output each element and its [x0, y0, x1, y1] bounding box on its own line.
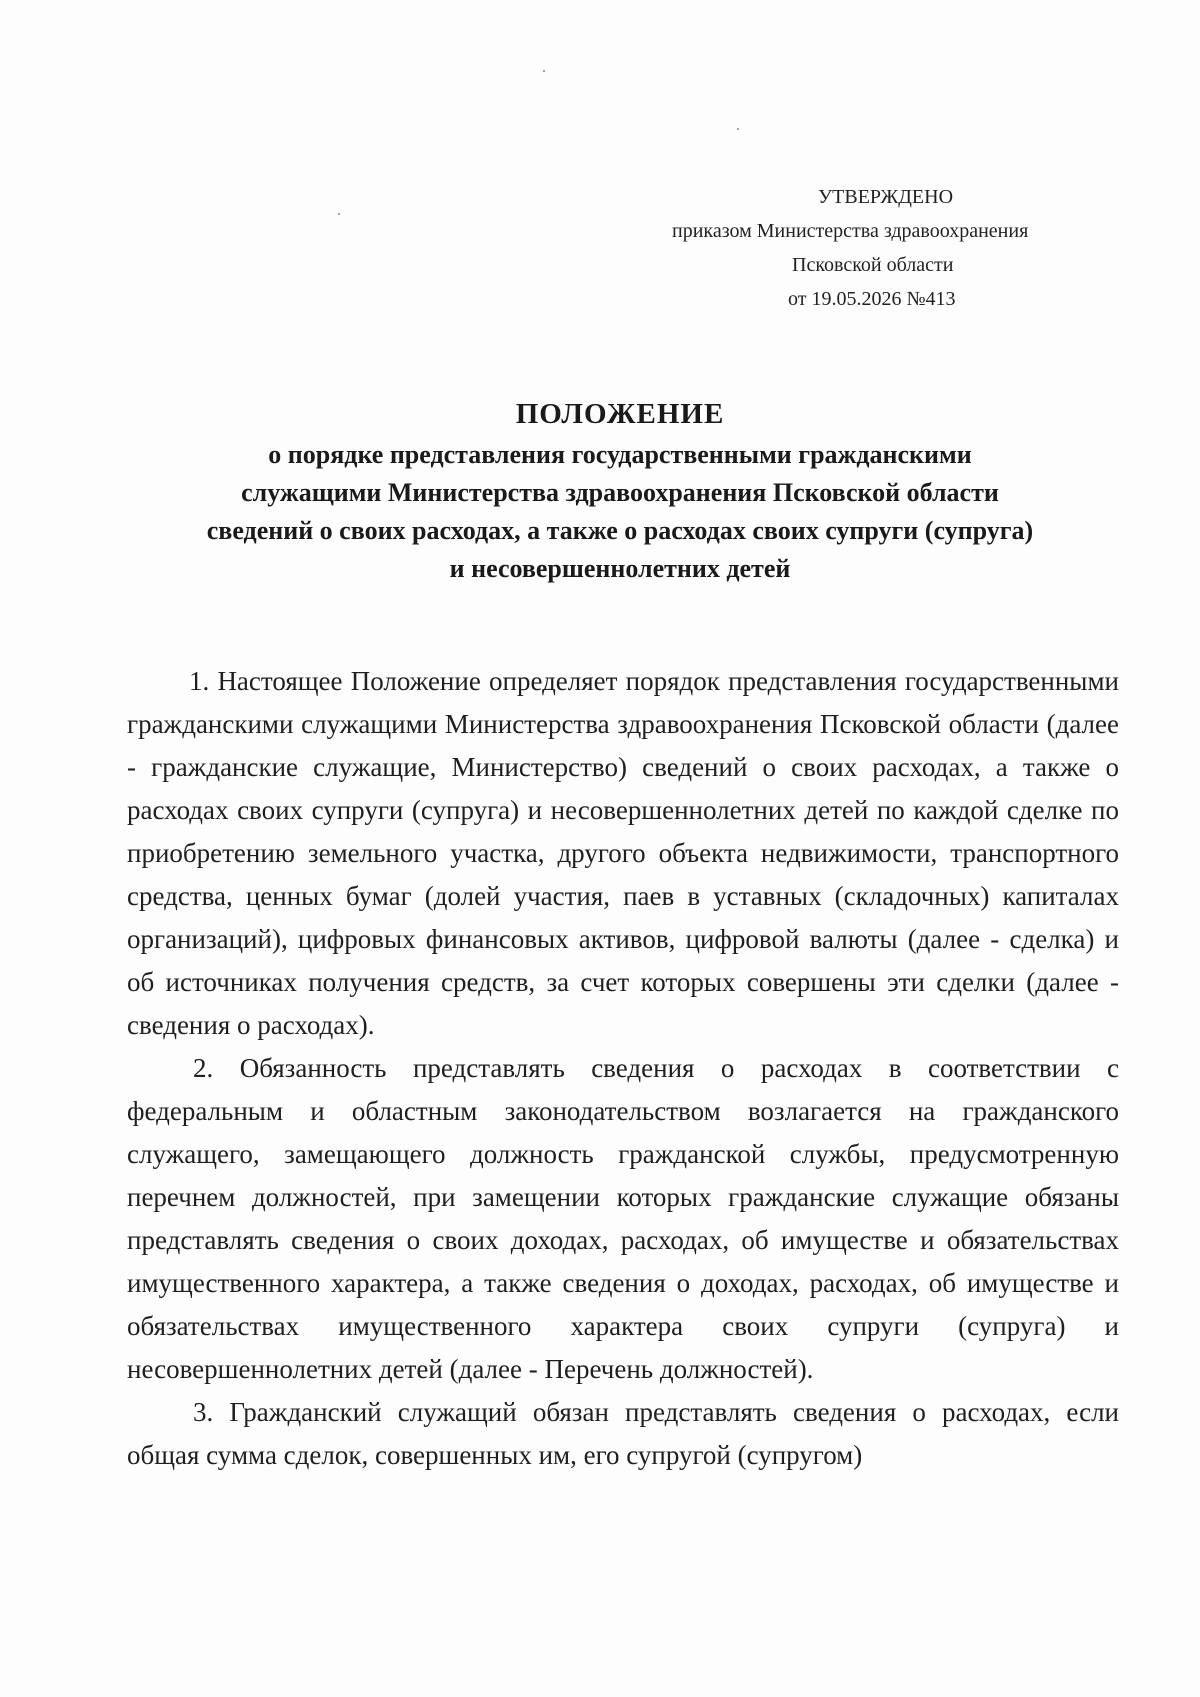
- paragraph-2: 2. Обязанность представлять сведения о расходах в соответствии с федеральным и областным законодательством возлагается на гражданского служащего, замещающего должность гражданской службы, предусмотренную перечнем должностей, при замещении которых гражданские служащие обязаны представлять сведения о своих доходах, расходах, об имуществе и обязательствах имущественного характера, а также сведения о доходах, расходах, об имуществе и обязательствах имущественного характера своих супруги (супруга) и несовершеннолетних детей (далее - Перечень должностей).: [127, 1053, 1119, 1384]
- title-sub-line: о порядке представления государственными гражданскими: [268, 440, 972, 469]
- paragraph-3: 3. Гражданский служащий обязан представлять сведения о расходах, если общая сумма сделок, совершенных им, его супругой (супругом): [127, 1397, 1119, 1470]
- approval-region: Псковской области: [792, 254, 954, 276]
- scan-speck: [543, 70, 545, 72]
- approval-order: приказом Министерства здравоохранения: [672, 220, 1029, 242]
- title-sub-line: служащими Министерства здравоохранения Псковской области: [241, 478, 999, 507]
- paragraph-1: 1. Настоящее Положение определяет порядок представления государственными гражданскими служащими Министерства здравоохранения Псковской области (далее - гражданские служащие, Министерство) сведений о своих расходах, а также о расходах своих супруги (супруга) и несовершеннолетних детей по каждой сделке по приобретению земельного участка, другого объекта недвижимости, транспортного средства, ценных бумаг (долей участия, паев в уставных (складочных) капиталах организаций), цифровых финансовых активов, цифровой валюты (далее - сделка) и об источниках получения средств, за счет которых совершены эти сделки (далее - сведения о расходах).: [127, 666, 1119, 1040]
- approval-heading: УТВЕРЖДЕНО: [818, 186, 954, 208]
- title-sub-line: сведений о своих расходах, а также о расходах своих супруги (супруга): [206, 516, 1034, 545]
- approval-stamp: [640, 180, 1120, 316]
- title-sub-line: и несовершеннолетних детей: [449, 554, 791, 583]
- document-body: [127, 660, 1119, 1477]
- approval-date-number: от 19.05.2026 №413: [788, 288, 956, 310]
- scan-speck: [338, 213, 340, 215]
- document-title: [130, 392, 1110, 588]
- scan-speck: [737, 128, 739, 130]
- title-main: ПОЛОЖЕНИЕ: [515, 398, 725, 430]
